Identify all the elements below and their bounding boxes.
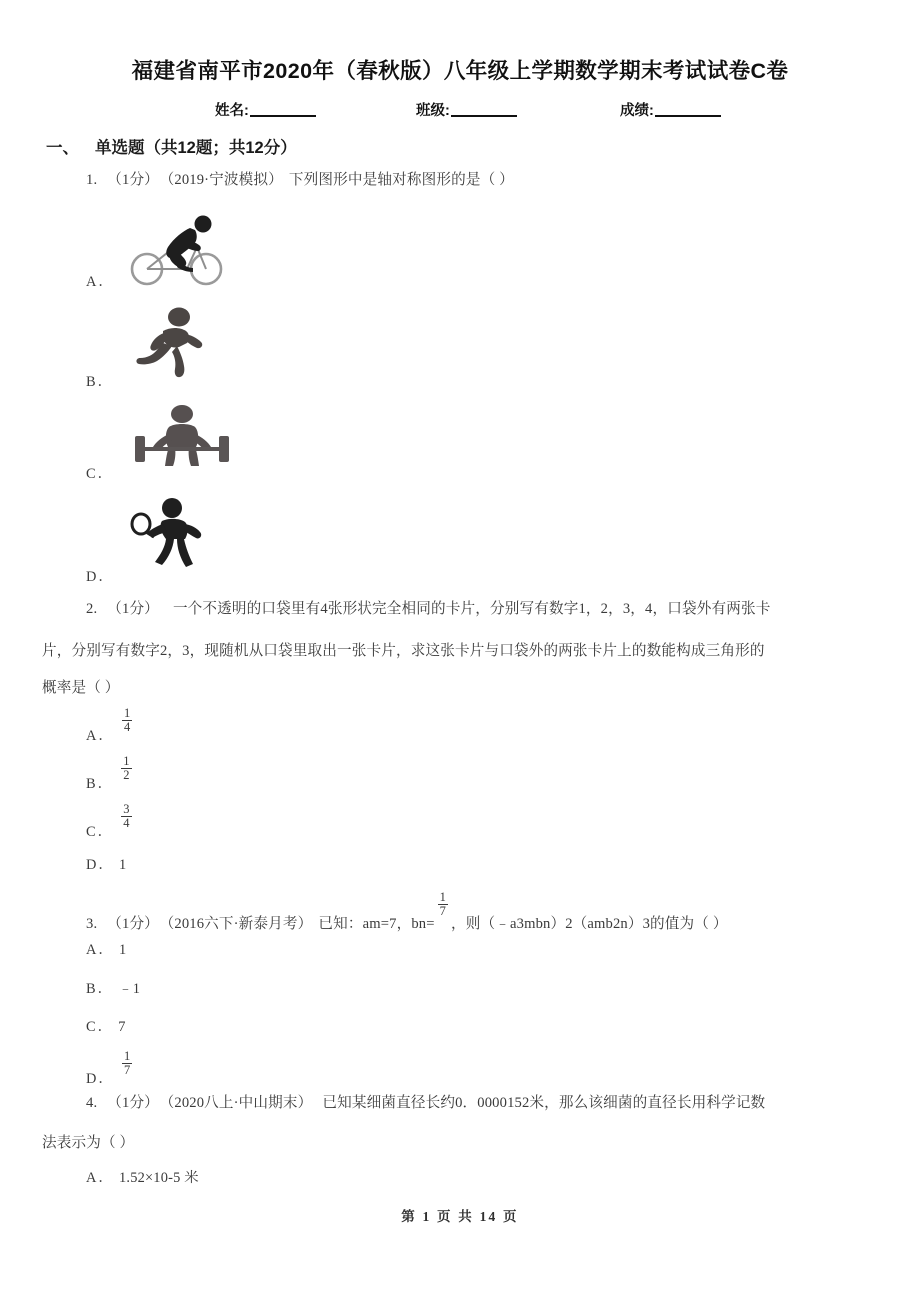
page-title: 福建省南平市2020年（春秋版）八年级上学期数学期末考试试卷C卷 [131, 59, 789, 83]
question-2-stem-line2: 片，分别写有数字2，3，现随机从口袋里取出一张卡片，求这张卡片与口袋外的两张卡片上的数能构成三角形的 [42, 643, 765, 659]
fraction-denominator: 7 [439, 903, 447, 918]
question-2-text-line1: 一个不透明的口袋里有4张形状完全相同的卡片，分别写有数字1，2，3，4，口袋外有两张卡 [172, 601, 771, 617]
option-text: 1 [119, 857, 127, 873]
option-dot: ． [98, 569, 113, 585]
question-3-option-d[interactable] [86, 1049, 135, 1088]
class-blank[interactable] [451, 102, 517, 117]
option-letter: A [86, 942, 98, 958]
option-text: 1.52×10-5 米 [119, 1170, 199, 1186]
fraction-denominator: 7 [124, 1062, 131, 1077]
question-3-text-before: 已知：am=7，bn= [318, 915, 435, 932]
fraction-numerator: 1 [124, 706, 131, 720]
question-4-source: （2020八上·中山期末） [166, 1095, 313, 1111]
fraction-one-seventh [438, 891, 448, 918]
name-blank[interactable] [250, 102, 316, 117]
question-3-text-after: ，则（﹣a3mbn）2（amb2n）3的值为（ ） [451, 915, 728, 932]
score-blank[interactable] [655, 102, 721, 117]
weightlifter-pictogram [131, 405, 233, 471]
question-3-source: （2016六下·新泰月考） [166, 915, 313, 932]
question-1-stem [86, 172, 514, 190]
fraction-denominator: 4 [123, 815, 130, 830]
section-index: 一、 [46, 139, 79, 157]
option-dot: ． [97, 466, 113, 482]
question-1-points: （1分） [107, 172, 159, 188]
option-dot: ． [97, 823, 113, 840]
question-2-option-a[interactable] [86, 706, 135, 745]
fraction-numerator: 3 [123, 802, 130, 816]
student-info-row [190, 99, 790, 125]
option-letter: A [86, 1170, 98, 1186]
question-1-option-a[interactable] [86, 270, 119, 291]
fraction-three-quarters [121, 803, 131, 830]
page-footer: 第 1 页 共 14 页 [401, 1209, 519, 1224]
runner-pictogram [130, 307, 210, 379]
option-dot: ． [98, 274, 113, 290]
option-text: ﹣1 [118, 981, 141, 997]
question-1-option-d[interactable] [86, 565, 119, 586]
question-2-stem-line3: 概率是（ ） [42, 680, 120, 696]
question-3-stem [86, 890, 728, 933]
option-dot: ． [97, 374, 113, 390]
question-3-option-c[interactable] [86, 1015, 126, 1036]
name-field[interactable] [215, 99, 316, 120]
option-letter: C [86, 1019, 97, 1035]
option-letter: D [86, 1070, 98, 1087]
option-letter: D [86, 857, 98, 873]
question-3-option-a[interactable] [86, 938, 126, 959]
question-4-text-line1: 已知某细菌直径长约0．0000152米，那么该细菌的直径长用科学记数 [322, 1095, 766, 1111]
option-letter: C [86, 823, 97, 840]
option-letter: A [86, 274, 98, 290]
question-2-number: 2. [86, 601, 98, 617]
tennis-player-pictogram [128, 497, 214, 569]
option-letter: D [86, 569, 98, 585]
fraction-one-quarter [122, 707, 132, 734]
question-2-stem-line1 [86, 601, 770, 619]
section-header [46, 134, 297, 158]
fraction-numerator: 1 [123, 754, 130, 768]
question-2-option-b[interactable] [86, 754, 135, 793]
question-2-option-c[interactable] [86, 802, 135, 841]
option-text: 7 [118, 1019, 126, 1035]
question-4-number: 4. [86, 1095, 98, 1111]
option-dot: ． [98, 727, 113, 744]
option-dot: ． [98, 857, 113, 873]
option-letter: C [86, 466, 97, 482]
score-label: 成绩: [620, 103, 654, 119]
fraction-numerator: 1 [124, 1049, 131, 1063]
fraction-numerator: 1 [439, 890, 447, 904]
question-3-number: 3. [86, 915, 98, 932]
fraction-denominator: 4 [124, 719, 131, 734]
option-letter: A [86, 727, 98, 744]
question-4-option-a[interactable] [86, 1166, 199, 1187]
question-3-points: （1分） [107, 915, 159, 932]
score-field[interactable] [620, 99, 721, 120]
option-letter: B [86, 374, 97, 390]
option-dot: ． [97, 981, 113, 997]
class-label: 班级: [416, 103, 450, 119]
question-1-text: 下列图形中是轴对称图形的是（ ） [288, 172, 514, 188]
cyclist-pictogram [127, 214, 225, 288]
question-1-option-b[interactable] [86, 370, 118, 391]
question-1-number: 1. [86, 172, 98, 188]
question-1-source: （2019·宁波模拟） [166, 172, 283, 188]
option-dot: ． [97, 775, 113, 792]
name-label: 姓名: [215, 103, 249, 119]
class-field[interactable] [416, 99, 517, 120]
section-title: 单选题（共12题；共12分） [95, 139, 297, 157]
question-2-option-d[interactable] [86, 853, 126, 874]
fraction-one-half [121, 755, 131, 782]
question-4-stem-line1 [86, 1095, 765, 1113]
option-letter: B [86, 981, 97, 997]
option-dot: ． [98, 1170, 113, 1186]
option-dot: ． [98, 942, 113, 958]
question-1-option-c[interactable] [86, 462, 118, 483]
question-4-points: （1分） [107, 1095, 159, 1111]
fraction-denominator: 2 [123, 767, 130, 782]
question-3-option-b[interactable] [86, 977, 140, 998]
option-letter: B [86, 775, 97, 792]
question-2-points: （1分） [107, 601, 159, 617]
fraction-one-seventh [122, 1050, 132, 1077]
option-text: 1 [119, 942, 127, 958]
option-dot: ． [97, 1019, 113, 1035]
option-dot: ． [98, 1070, 113, 1087]
question-4-stem-line2: 法表示为（ ） [42, 1135, 135, 1151]
